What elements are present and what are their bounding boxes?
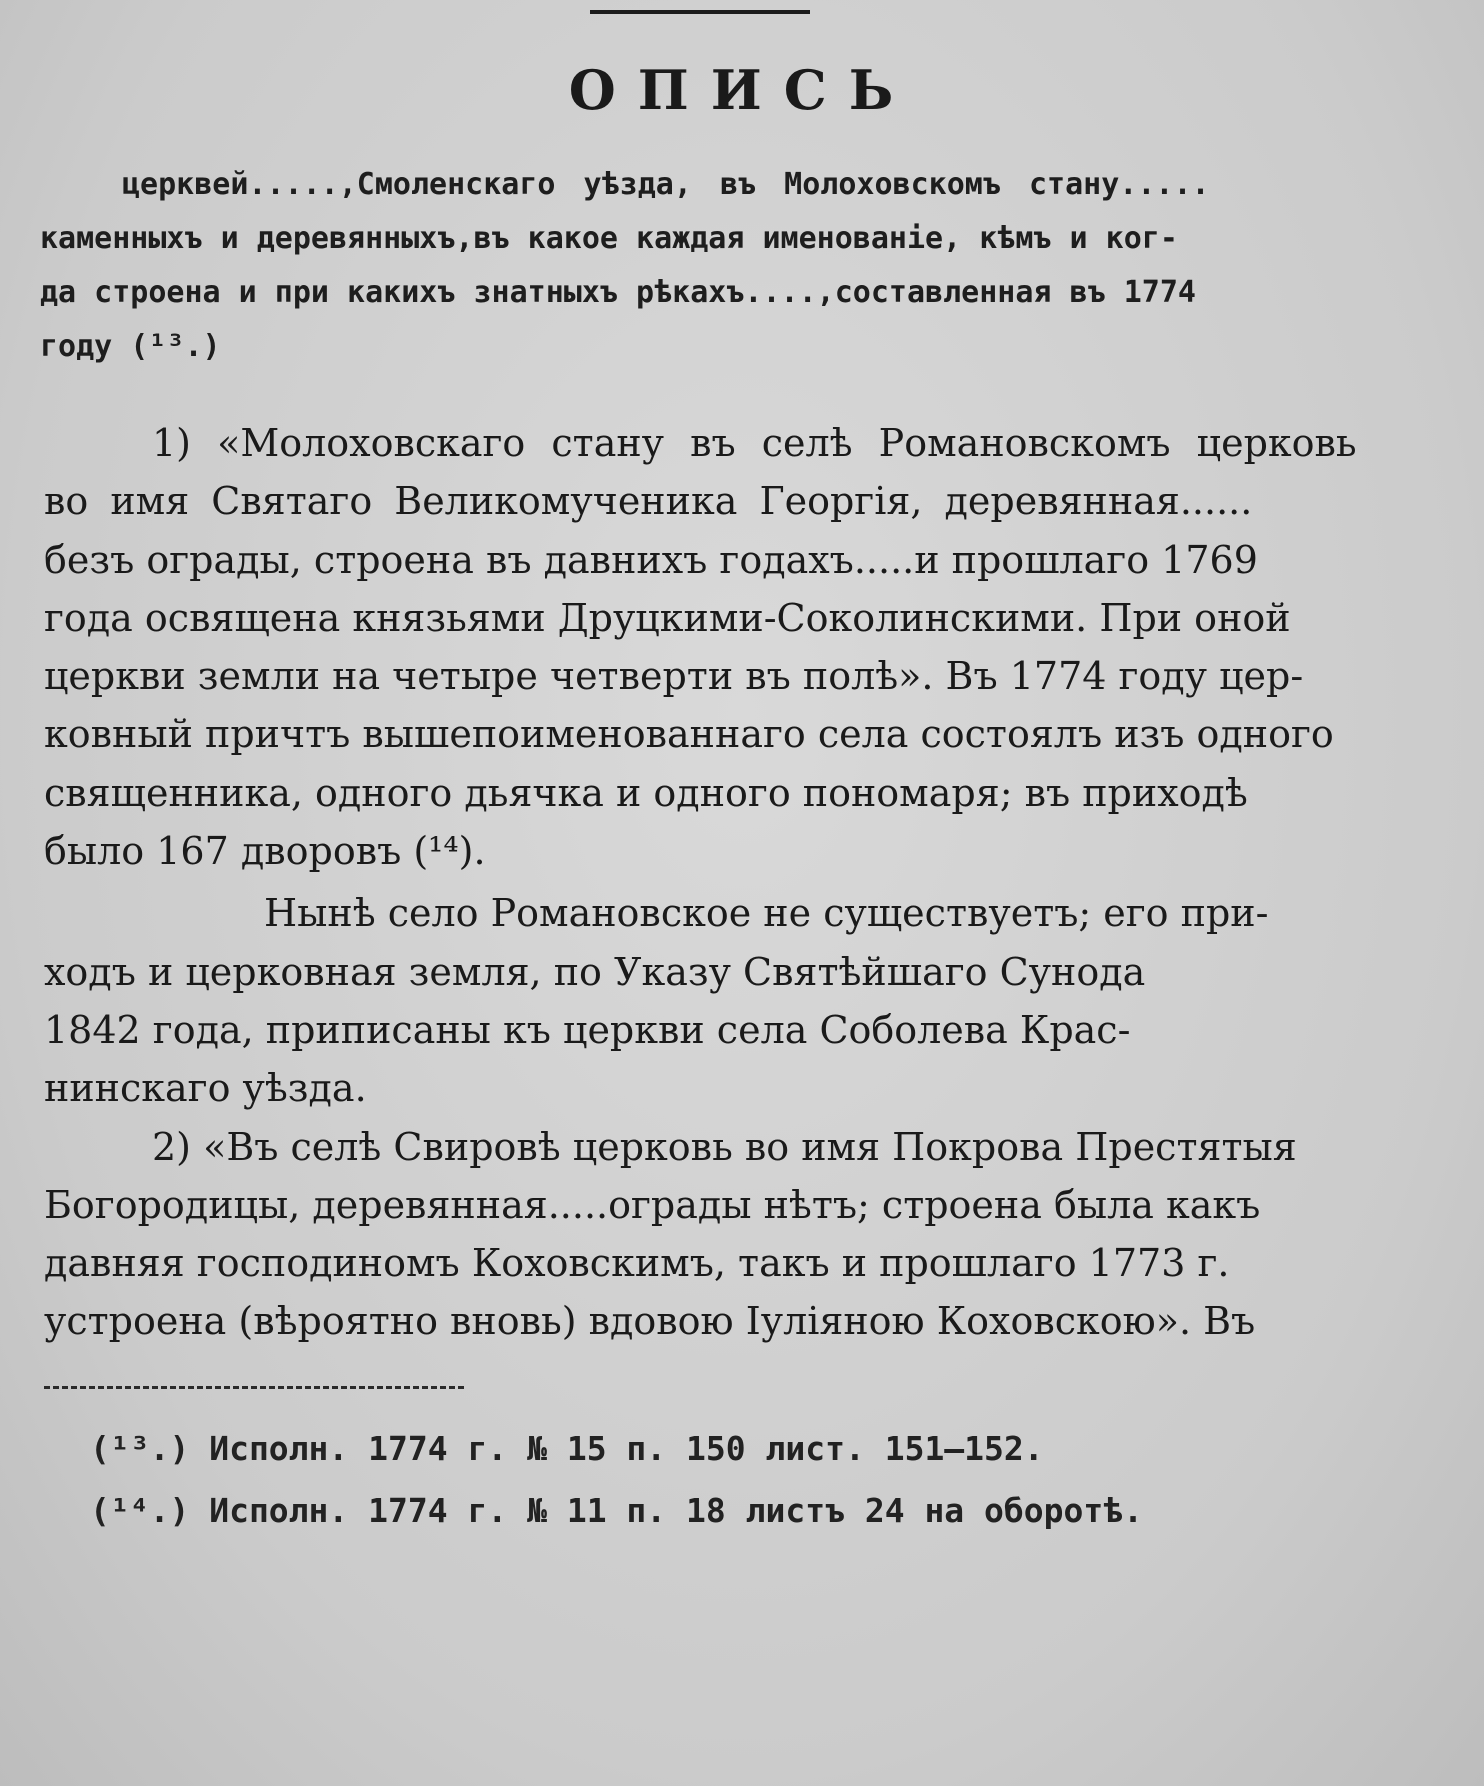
- paragraph-2-line: ходъ и церковная земля, по Указу Святѣйшаго Сунода: [44, 949, 1146, 994]
- paragraph-2-line: Нынѣ село Романовское не существуетъ; его при-: [264, 891, 1269, 936]
- paragraph-1-line: во имя Святаго Великомученика Георгія, деревянная......: [44, 479, 1253, 524]
- top-rule: [590, 10, 810, 14]
- paragraph-1-line: безъ ограды, строена въ давнихъ годахъ.....и прошлаго 1769: [44, 537, 1258, 582]
- footnote-14: (¹⁴.) Исполн. 1774 г. № 11 п. 18 листъ 24 на оборотѣ.: [90, 1491, 1143, 1530]
- paragraph-3-line: устроена (вѣроятно вновь) вдовою Іуліяною Коховскою». Въ: [44, 1299, 1256, 1344]
- paragraph-2-line: 1842 года, приписаны къ церкви села Соболева Крас-: [44, 1007, 1131, 1052]
- paragraph-3-line: давняя господиномъ Коховскимъ, такъ и прошлаго 1773 г.: [44, 1241, 1230, 1286]
- paragraph-1-line: 1) «Молоховскаго стану въ селѣ Романовскомъ церковь: [152, 421, 1357, 465]
- paragraph-1-line: было 167 дворовъ (¹⁴).: [44, 829, 486, 874]
- paragraph-1-line: священника, одного дьячка и одного пономаря; въ приходѣ: [44, 770, 1248, 815]
- paragraph-1-line: ковный причтъ вышепоименованнаго села состоялъ изъ одного: [44, 712, 1334, 757]
- footnote-13: (¹³.) Исполн. 1774 г. № 15 п. 150 лист. 151—152.: [90, 1429, 1044, 1468]
- paragraph-3-line: 2) «Въ селѣ Свировѣ церковь во имя Покрова Престятыя: [152, 1124, 1297, 1169]
- body-text: [44, 414, 1384, 1351]
- paragraph-3-line: Богородицы, деревянная.....ограды нѣтъ; строена была какъ: [44, 1182, 1261, 1227]
- page-title: ОПИСЬ: [568, 58, 916, 122]
- paragraph-2-line: нинскаго уѣзда.: [44, 1066, 367, 1111]
- header-line: году (¹³.): [40, 329, 221, 364]
- paragraph-1-line: церкви земли на четыре четверти въ полѣ». Въ 1774 году цер-: [44, 654, 1304, 699]
- header-line: каменныхъ и деревянныхъ,въ какое каждая именованіе, кѣмъ и ког-: [40, 221, 1178, 256]
- header-block: [40, 158, 1380, 374]
- header-line: да строена и при какихъ знатныхъ рѣкахъ....,составленная въ 1774: [40, 275, 1196, 310]
- header-line: церквей.....,Смоленскаго уѣзда, въ Молоховскомъ стану.....: [122, 167, 1210, 202]
- footnote-separator: [44, 1386, 464, 1389]
- paragraph-1-line: года освящена князьями Друцкими-Соколинскими. При оной: [44, 595, 1291, 640]
- footnotes: [90, 1418, 1390, 1542]
